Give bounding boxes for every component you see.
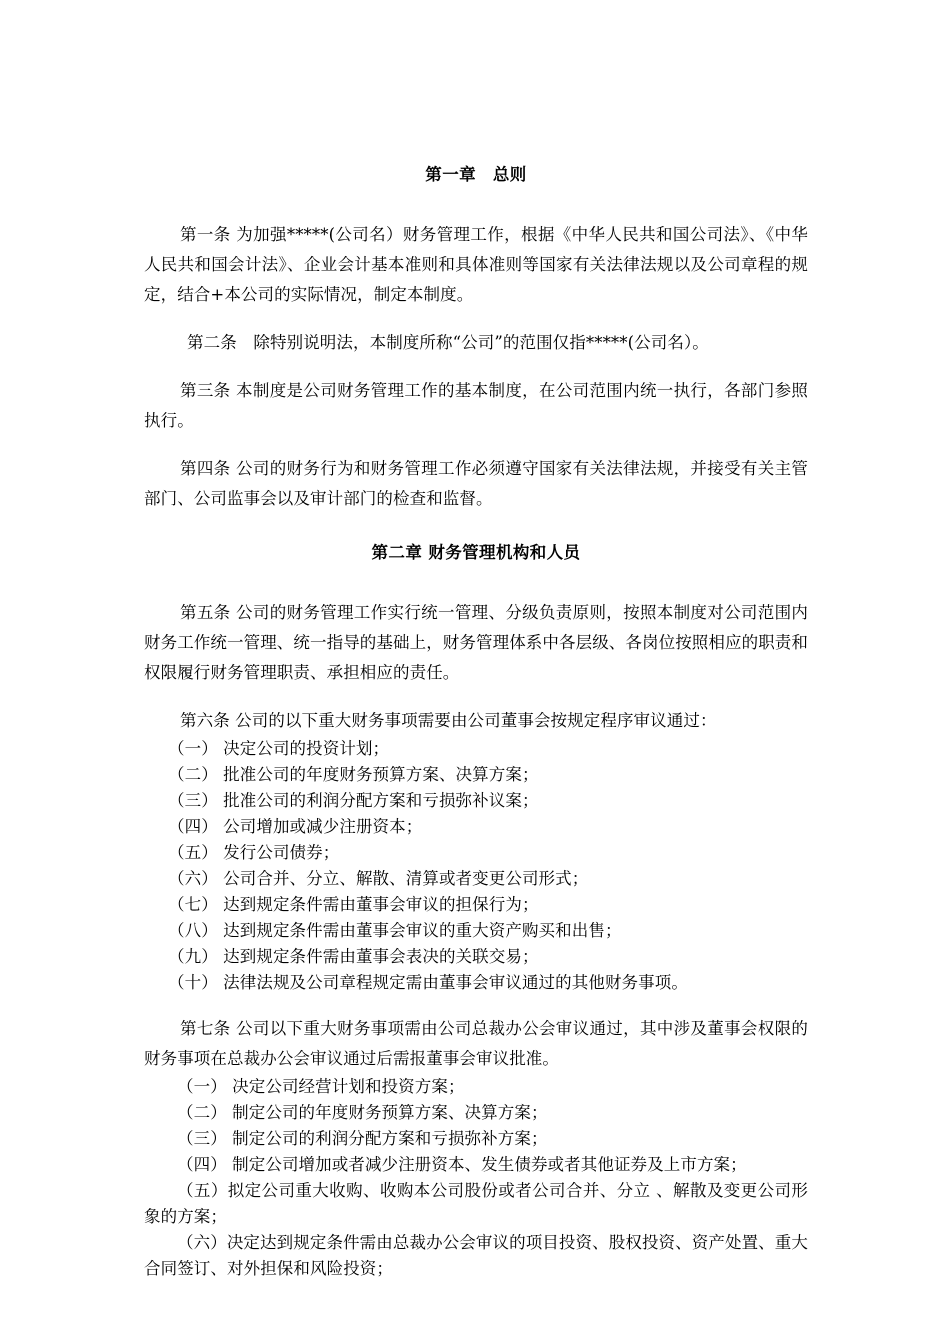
article-2-paragraph: 第二条 除特别说明法，本制度所称“公司”的范围仅指*****(公司名）。 xyxy=(187,333,709,352)
list-item: （六）决定达到规定条件需由总裁办公会审议的项目投资、股权投资、资产处置、重大合同签订、对外担保和风险投资； xyxy=(144,1233,808,1278)
list-item: （五）拟定公司重大收购、收购本公司股份或者公司合并、分立 、解散及变更公司形象的方案； xyxy=(144,1181,808,1226)
list-item: （三） 制定公司的利润分配方案和亏损弥补方案； xyxy=(177,1129,548,1148)
list-item: （六） 公司合并、分立、解散、清算或者变更公司形式； xyxy=(168,869,589,888)
list-item: （一） 决定公司的投资计划； xyxy=(168,739,390,758)
list-item: （二） 制定公司的年度财务预算方案、决算方案； xyxy=(177,1103,548,1122)
chapter-heading-1: 第一章 总则 xyxy=(425,165,527,184)
article-6-paragraph: 第六条 公司的以下重大财务事项需要由公司董事会按规定程序审议通过： xyxy=(180,711,717,730)
list-item: （五） 发行公司债券； xyxy=(168,843,340,862)
article-6-list xyxy=(144,736,808,996)
list-item: （一） 决定公司经营计划和投资方案； xyxy=(177,1077,465,1096)
article-4-paragraph: 第四条 公司的财务行为和财务管理工作必须遵守国家有关法律法规，并接受有关主管部门、公司监事会以及审计部门的检查和监督。 xyxy=(144,459,808,508)
list-item: （八） 达到规定条件需由董事会审议的重大资产购买和出售； xyxy=(168,921,622,940)
article-1-paragraph: 第一条 为加强*****(公司名）财务管理工作，根据《中华人民共和国公司法》、《中华人民共和国会计法》、企业会计基本准则和具体准则等国家有关法律法规以及公司章程的规定，结合+本公司的实际情况，制定本制度。 xyxy=(144,225,808,304)
paragraph-spacer xyxy=(144,996,808,1014)
list-item: （二） 批准公司的年度财务预算方案、决算方案； xyxy=(168,765,539,784)
list-item: （四） 制定公司增加或者减少注册资本、发生债券或者其他证券及上市方案； xyxy=(177,1155,747,1174)
document-body xyxy=(144,160,808,1282)
article-7-list xyxy=(144,1074,808,1282)
list-item: （三） 批准公司的利润分配方案和亏损弥补议案； xyxy=(168,791,539,810)
article-5-paragraph: 第五条 公司的财务管理工作实行统一管理、分级负责原则，按照本制度对公司范围内财务工作统一管理、统一指导的基础上，财务管理体系中各层级、各岗位按照相应的职责和权限履行财务管理职责、承担相应的责任。 xyxy=(144,603,808,682)
chapter-heading-2: 第二章 财务管理机构和人员 xyxy=(371,543,581,562)
list-item: （十） 法律法规及公司章程规定需由董事会审议通过的其他财务事项。 xyxy=(168,973,688,992)
list-item: （七） 达到规定条件需由董事会审议的担保行为； xyxy=(168,895,539,914)
article-7-paragraph: 第七条 公司以下重大财务事项需由公司总裁办公会审议通过，其中涉及董事会权限的财务事项在总裁办公会审议通过后需报董事会审议批准。 xyxy=(144,1019,808,1068)
list-item: （四） 公司增加或减少注册资本； xyxy=(168,817,423,836)
list-item: （九） 达到规定条件需由董事会表决的关联交易； xyxy=(168,947,539,966)
article-3-paragraph: 第三条 本制度是公司财务管理工作的基本制度，在公司范围内统一执行，各部门参照执行。 xyxy=(144,381,808,430)
